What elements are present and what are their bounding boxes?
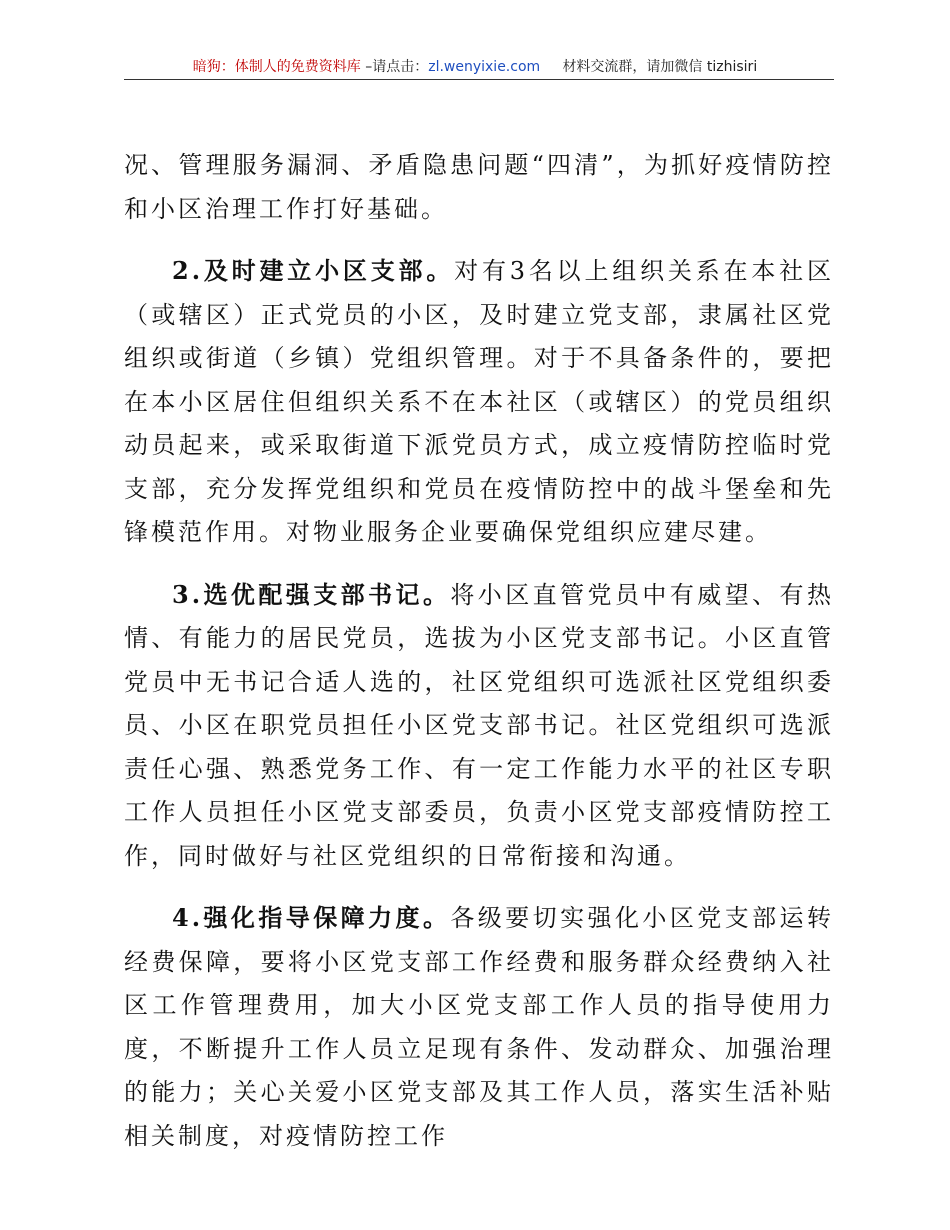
paragraph-item-4 xyxy=(124,896,834,1158)
header-group-text: 材料交流群，请加微信 tizhisiri xyxy=(562,59,758,75)
paragraph-item-3 xyxy=(124,573,834,879)
header-url-link[interactable]: zl.wenyixie.com xyxy=(428,59,541,75)
paragraph-text: 对有3名以上组织关系在本社区（或辖区）正式党员的小区，及时建立党支部，隶属社区党组织或街道（乡镇）党组织管理。对于不具备条件的，要把在本小区居住但组织关系不在本社区（或辖区）的党员组织动员起来，或采取街道下派党员方式，成立疫情防控临时党支部，充分发挥党组织和党员在疫情防控中的战斗堡垒和先锋模范作用。对物业服务企业要确保党组织应建尽建。 xyxy=(124,257,834,546)
paragraph-text: 将小区直管党员中有威望、有热情、有能力的居民党员，选拔为小区党支部书记。小区直管党员中无书记合适人选的，社区党组织可选派社区党组织委员、小区在职党员担任小区党支部书记。社区党组织可选派责任心强、熟悉党务工作、有一定工作能力水平的社区专职工作人员担任小区党支部委员，负责小区党支部疫情防控工作，同时做好与社区党组织的日常衔接和沟通。 xyxy=(124,580,834,870)
header-spacer xyxy=(540,59,562,75)
document-body xyxy=(124,144,834,1176)
header-brand: 暗狗：体制人的免费资料库 xyxy=(192,59,361,75)
paragraph-text: 各级要切实强化小区党支部运转经费保障，要将小区党支部工作经费和服务群众经费纳入社区工作管理费用，加大小区党支部工作人员的指导使用力度，不断提升工作人员立足现有条件、发动群众、加强治理的能力；关心关爱小区党支部及其工作人员，落实生活补贴相关制度，对疫情防控工作 xyxy=(124,904,834,1150)
paragraph-item-2 xyxy=(124,249,834,555)
paragraph-heading: 4.强化指导保障力度。 xyxy=(172,903,451,932)
paragraph-heading: 3.选优配强支部书记。 xyxy=(172,579,451,609)
page-header xyxy=(0,56,950,76)
paragraph-text: 况、管理服务漏洞、矛盾隐患问题“四清”，为抓好疫情防控和小区治理工作打好基础。 xyxy=(124,151,834,223)
header-click-prefix: –请点击： xyxy=(360,59,429,75)
header-divider xyxy=(124,79,834,80)
paragraph-heading: 2.及时建立小区支部。 xyxy=(172,256,455,285)
paragraph-continuation xyxy=(124,144,834,231)
